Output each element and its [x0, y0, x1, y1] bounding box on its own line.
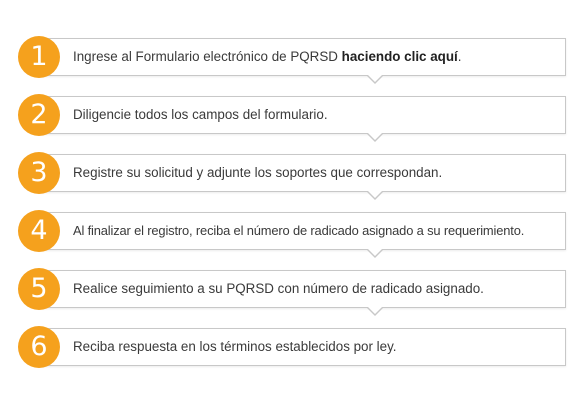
step-box [38, 270, 566, 308]
step-6 [18, 328, 566, 366]
step-number-badge: 3 [18, 152, 60, 194]
step-box [38, 38, 566, 76]
step-text: Registre su solicitud y adjunte los soportes que correspondan. [73, 165, 443, 180]
step-3 [18, 154, 566, 192]
step-box [38, 154, 566, 192]
step-text: Ingrese al Formulario electrónico de PQRSD haciendo clic aquí. [73, 49, 462, 64]
step-number-badge: 4 [18, 210, 60, 252]
step-4 [18, 212, 566, 250]
step-number-badge: 5 [18, 268, 60, 310]
step-text: Realice seguimiento a su PQRSD con número de radicado asignado. [73, 281, 484, 296]
step-box [38, 328, 566, 366]
step-number-badge: 1 [18, 36, 60, 78]
step-number-badge: 2 [18, 94, 60, 136]
steps-list [18, 38, 566, 386]
step-text: Al finalizar el registro, reciba el número de radicado asignado a su requerimiento. [73, 223, 525, 238]
step-5 [18, 270, 566, 308]
step-2 [18, 96, 566, 134]
step-1 [18, 38, 566, 76]
step-box [38, 212, 566, 250]
form-link[interactable]: haciendo clic aquí [341, 49, 458, 64]
step-box [38, 96, 566, 134]
step-number-badge: 6 [18, 326, 60, 368]
step-text: Diligencie todos los campos del formulario. [73, 107, 328, 122]
step-text: Reciba respuesta en los términos establecidos por ley. [73, 339, 397, 354]
